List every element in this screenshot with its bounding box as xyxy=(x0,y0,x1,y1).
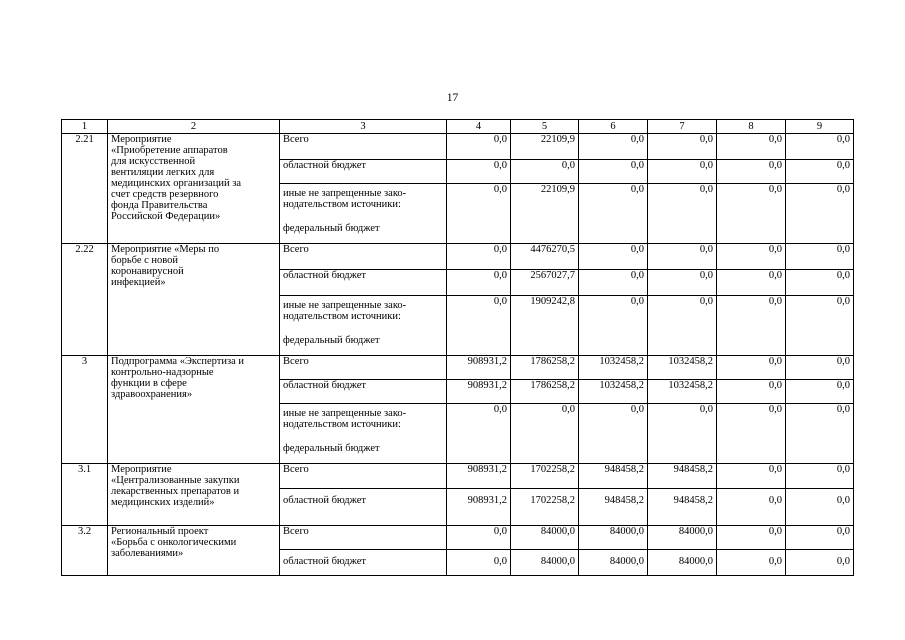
value-cell: 0,0 xyxy=(579,160,648,184)
value-cell: 0,0 xyxy=(511,160,579,184)
funding-label-regional: областной бюджет xyxy=(280,160,447,184)
table-row xyxy=(62,526,854,550)
value-cell: 0,0 xyxy=(717,296,786,356)
column-header: 9 xyxy=(786,120,854,134)
other-sources-label: иные не запрещенные зако- нодательством источники: xyxy=(283,188,407,210)
funding-label-regional: областной бюджет xyxy=(280,489,447,526)
value-cell: 0,0 xyxy=(786,270,854,296)
value-cell: 0,0 xyxy=(786,489,854,526)
value-cell: 0,0 xyxy=(717,270,786,296)
funding-label-other xyxy=(280,296,447,356)
value-cell: 2567027,7 xyxy=(511,270,579,296)
column-header: 4 xyxy=(447,120,511,134)
column-header-row xyxy=(62,120,854,134)
value-cell: 0,0 xyxy=(786,464,854,489)
value-cell: 0,0 xyxy=(717,160,786,184)
activity-name: Мероприятие «Централизованные закупки лекарственных препаратов и медицинских изделий» xyxy=(108,464,280,526)
other-sources-label: иные не запрещенные зако- нодательством источники: xyxy=(283,300,407,322)
value-cell: 0,0 xyxy=(648,270,717,296)
value-cell: 0,0 xyxy=(447,404,511,464)
value-cell: 84000,0 xyxy=(648,526,717,550)
value-cell: 0,0 xyxy=(786,296,854,356)
value-cell: 0,0 xyxy=(717,184,786,244)
row-number: 3.1 xyxy=(62,464,108,526)
column-header: 5 xyxy=(511,120,579,134)
column-header: 3 xyxy=(280,120,447,134)
value-cell: 0,0 xyxy=(786,380,854,404)
funding-label-total: Всего xyxy=(280,244,447,270)
value-cell: 0,0 xyxy=(717,526,786,550)
value-cell: 1702258,2 xyxy=(511,489,579,526)
value-cell: 4476270,5 xyxy=(511,244,579,270)
value-cell: 1786258,2 xyxy=(511,380,579,404)
funding-label-regional: областной бюджет xyxy=(280,380,447,404)
value-cell: 1032458,2 xyxy=(648,356,717,380)
value-cell: 0,0 xyxy=(447,244,511,270)
activity-name: Мероприятие «Меры по борьбе с новой коронавирусной инфекцией» xyxy=(108,244,280,356)
value-cell: 908931,2 xyxy=(447,380,511,404)
funding-label-total: Всего xyxy=(280,134,447,160)
value-cell: 0,0 xyxy=(717,356,786,380)
page-number: 17 xyxy=(446,92,459,104)
value-cell: 1032458,2 xyxy=(579,380,648,404)
value-cell: 0,0 xyxy=(786,550,854,576)
value-cell: 948458,2 xyxy=(648,489,717,526)
value-cell: 0,0 xyxy=(648,134,717,160)
value-cell: 948458,2 xyxy=(648,464,717,489)
column-header: 2 xyxy=(108,120,280,134)
value-cell: 0,0 xyxy=(648,160,717,184)
value-cell: 0,0 xyxy=(579,296,648,356)
row-number: 3 xyxy=(62,356,108,464)
value-cell: 0,0 xyxy=(786,184,854,244)
budget-table xyxy=(61,119,854,576)
value-cell: 1032458,2 xyxy=(579,356,648,380)
column-header: 8 xyxy=(717,120,786,134)
value-cell: 1702258,2 xyxy=(511,464,579,489)
table-row xyxy=(62,244,854,270)
value-cell: 22109,9 xyxy=(511,134,579,160)
column-header: 6 xyxy=(579,120,648,134)
value-cell: 0,0 xyxy=(447,160,511,184)
value-cell: 908931,2 xyxy=(447,356,511,380)
value-cell: 0,0 xyxy=(717,404,786,464)
value-cell: 1032458,2 xyxy=(648,380,717,404)
table-row xyxy=(62,134,854,160)
value-cell: 0,0 xyxy=(579,404,648,464)
value-cell: 0,0 xyxy=(579,244,648,270)
funding-label-regional: областной бюджет xyxy=(280,550,447,576)
value-cell: 0,0 xyxy=(648,244,717,270)
value-cell: 84000,0 xyxy=(579,526,648,550)
value-cell: 0,0 xyxy=(648,184,717,244)
value-cell: 0,0 xyxy=(648,296,717,356)
value-cell: 0,0 xyxy=(717,380,786,404)
value-cell: 0,0 xyxy=(786,244,854,270)
value-cell: 0,0 xyxy=(447,270,511,296)
value-cell: 908931,2 xyxy=(447,489,511,526)
value-cell: 22109,9 xyxy=(511,184,579,244)
other-sources-label: иные не запрещенные зако- нодательством источники: xyxy=(283,408,407,430)
funding-label-total: Всего xyxy=(280,356,447,380)
table-row xyxy=(62,464,854,489)
federal-budget-label: федеральный бюджет xyxy=(283,335,380,346)
row-number: 2.22 xyxy=(62,244,108,356)
value-cell: 908931,2 xyxy=(447,464,511,489)
column-header: 1 xyxy=(62,120,108,134)
value-cell: 1909242,8 xyxy=(511,296,579,356)
row-number: 3.2 xyxy=(62,526,108,576)
value-cell: 0,0 xyxy=(447,134,511,160)
value-cell: 1786258,2 xyxy=(511,356,579,380)
funding-label-other xyxy=(280,404,447,464)
value-cell: 0,0 xyxy=(579,270,648,296)
value-cell: 0,0 xyxy=(786,134,854,160)
row-number: 2.21 xyxy=(62,134,108,244)
funding-label-total: Всего xyxy=(280,464,447,489)
value-cell: 0,0 xyxy=(579,134,648,160)
value-cell: 0,0 xyxy=(786,526,854,550)
column-header: 7 xyxy=(648,120,717,134)
value-cell: 84000,0 xyxy=(511,526,579,550)
value-cell: 0,0 xyxy=(717,464,786,489)
federal-budget-label: федеральный бюджет xyxy=(283,443,380,454)
federal-budget-label: федеральный бюджет xyxy=(283,223,380,234)
value-cell: 84000,0 xyxy=(511,550,579,576)
value-cell: 0,0 xyxy=(717,244,786,270)
activity-name: Мероприятие «Приобретение аппаратов для искусственной вентиляции легких для медицинских организаций за счет средств резервного фонда Правительства Российской Федерации» xyxy=(108,134,280,244)
activity-name: Подпрограмма «Экспертиза и контрольно-надзорные функции в сфере здравоохранения» xyxy=(108,356,280,464)
value-cell: 84000,0 xyxy=(648,550,717,576)
funding-label-regional: областной бюджет xyxy=(280,270,447,296)
activity-name: Региональный проект «Борьба с онкологическими заболеваниями» xyxy=(108,526,280,576)
value-cell: 0,0 xyxy=(717,550,786,576)
value-cell: 0,0 xyxy=(447,526,511,550)
value-cell: 0,0 xyxy=(786,404,854,464)
value-cell: 948458,2 xyxy=(579,464,648,489)
value-cell: 0,0 xyxy=(648,404,717,464)
value-cell: 948458,2 xyxy=(579,489,648,526)
value-cell: 0,0 xyxy=(511,404,579,464)
value-cell: 0,0 xyxy=(579,184,648,244)
value-cell: 0,0 xyxy=(717,134,786,160)
value-cell: 84000,0 xyxy=(579,550,648,576)
value-cell: 0,0 xyxy=(717,489,786,526)
table-row xyxy=(62,356,854,380)
funding-label-total: Всего xyxy=(280,526,447,550)
value-cell: 0,0 xyxy=(786,160,854,184)
funding-label-other xyxy=(280,184,447,244)
value-cell: 0,0 xyxy=(447,550,511,576)
value-cell: 0,0 xyxy=(447,296,511,356)
value-cell: 0,0 xyxy=(786,356,854,380)
value-cell: 0,0 xyxy=(447,184,511,244)
